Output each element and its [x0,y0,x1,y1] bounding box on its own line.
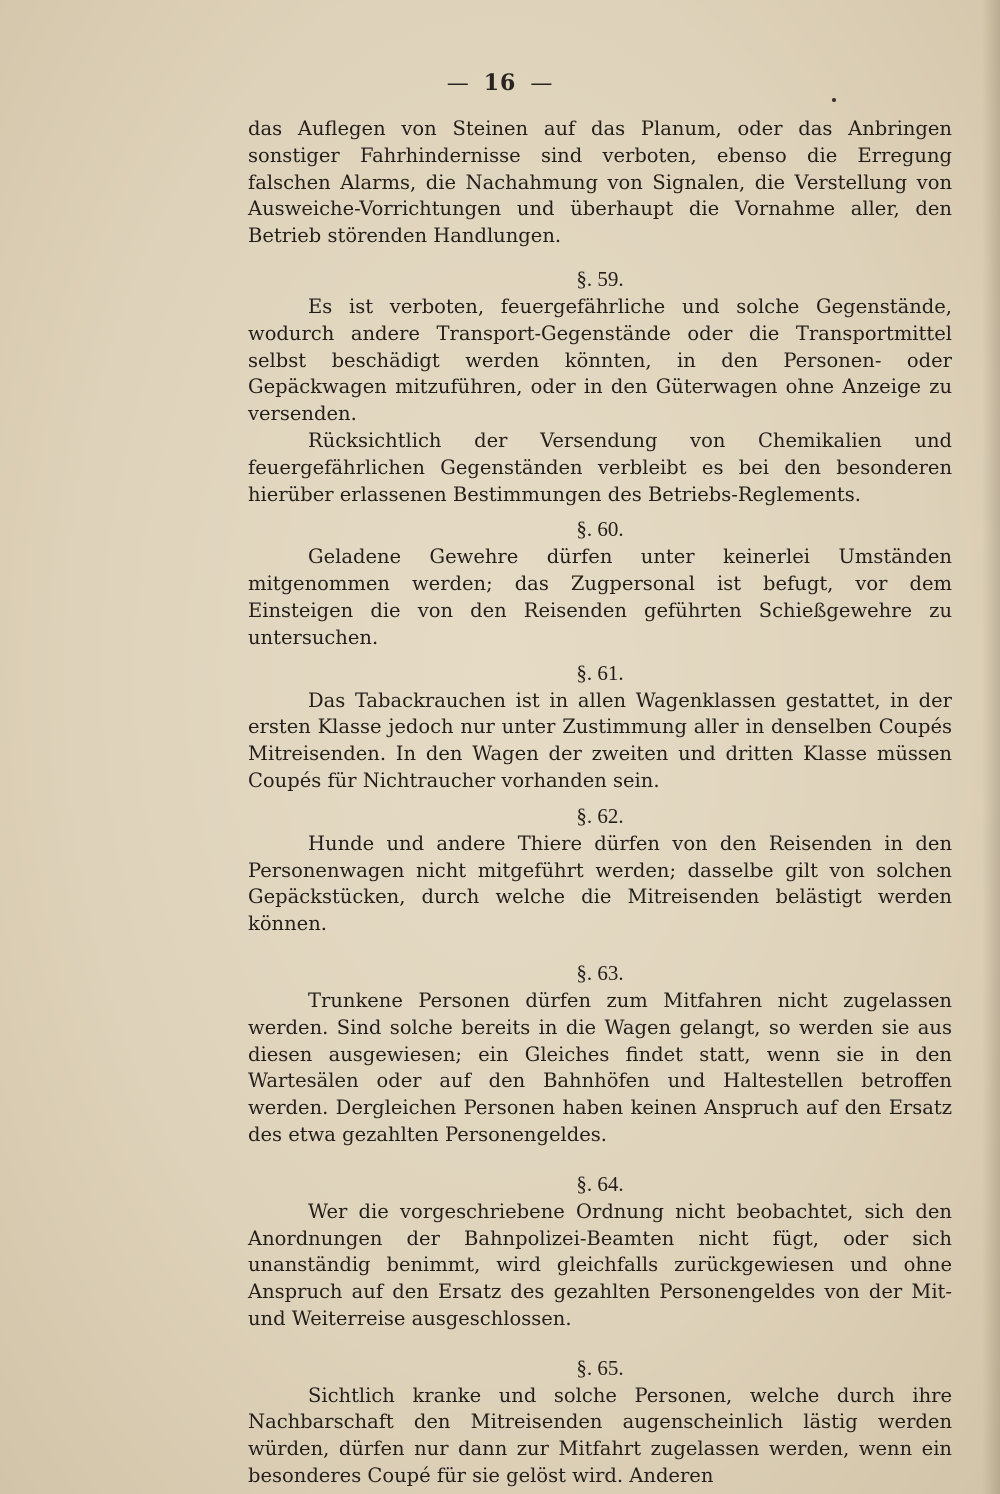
section-heading-62: §. 62. [576,803,624,828]
page-edge-shadow [982,0,1000,1494]
section-heading-64: §. 64. [576,1171,624,1196]
paragraph-62: Hunde und andere Thiere dürfen von den Reisenden in den Personenwagen nicht mitgeführt werden; dasselbe gilt von solchen Gepäckstücken, durch welche die Mitreisenden belästigt werden können. [248,831,952,936]
page-number-dash-left: — [446,71,470,96]
ink-speck [832,98,836,102]
paragraph-61: Das Tabackrauchen ist in allen Wagenklassen gestattet, in der ersten Klasse jedoch nur unter Zustimmung aller in denselben Coupés Mitreisenden. In den Wagen der zweiten und dritten Klasse müssen Coupés für Nichtraucher vorhanden sein. [248,688,952,792]
section-heading-60: §. 60. [576,517,624,542]
section-heading-65: §. 65. [576,1355,624,1380]
page-number [0,70,1000,96]
section-heading-63: §. 63. [576,960,624,985]
paragraph-58-continuation: das Auflegen von Steinen auf das Planum, oder das Anbringen sonstiger Fahrhindernisse sind verboten, ebenso die Erregung falschen Alarms, die Nachahmung von Signalen, die Verstellung von Ausweiche-Vorrichtungen und überhaupt die Vornahme aller, den Betrieb störenden Handlungen. [248,117,952,248]
page-body [248,116,952,1490]
paragraph-64: Wer die vorgeschriebene Ordnung nicht beobachtet, sich den Anordnungen der Bahnpolizei-Beamten nicht fügt, oder sich unanständig benimmt, wird gleichfalls zurückgewiesen und ohne Anspruch auf den Ersatz des gezahlten Personengeldes von der Mit- und Weiterreise ausgeschlossen. [248,1199,952,1330]
section-heading-59: §. 59. [576,266,624,291]
page-number-dash-right: — [530,71,554,96]
paragraph-65: Sichtlich kranke und solche Personen, welche durch ihre Nachbarschaft den Mitreisenden augenscheinlich lästig werden würden, dürfen nur dann zur Mitfahrt zugelassen werden, wenn ein besonderes Coupé für sie gelöst wird. Anderen [248,1383,952,1488]
paragraph-59-1: Es ist verboten, feuergefährliche und solche Gegenstände, wodurch andere Transport-Gegenstände oder die Transportmittel selbst beschädigt werden könnten, in den Personen- oder Gepäckwagen mitzuführen, oder in den Güterwagen ohne Anzeige zu versenden. [248,294,952,426]
section-heading-61: §. 61. [576,660,624,685]
spacer [248,1333,952,1353]
spacer [248,938,952,958]
paragraph-59-2: Rücksichtlich der Versendung von Chemikalien und feuergefährlichen Gegenständen verbleibt es bei den besonderen hierüber erlassenen Bestimmungen des Betriebs-Reglements. [248,428,952,506]
spacer [248,1149,952,1169]
spacer [248,250,952,264]
paragraph-60: Geladene Gewehre dürfen unter keinerlei Umständen mitgenommen werden; das Zugpersonal ist befugt, vor dem Einsteigen die von den Reisenden geführten Schießgewehre zu untersuchen. [248,545,952,649]
paragraph-63: Trunkene Personen dürfen zum Mitfahren nicht zugelassen werden. Sind solche bereits in die Wagen gelangt, so werden sie aus diesen ausgewiesen; ein Gleiches findet statt, wenn sie in den Wartesälen oder auf den Bahnhöfen und Haltestellen betroffen werden. Dergleichen Personen haben keinen Anspruch auf den Ersatz des etwa gezahlten Personengeldes. [248,988,952,1146]
page-number-value: 16 [483,70,517,96]
